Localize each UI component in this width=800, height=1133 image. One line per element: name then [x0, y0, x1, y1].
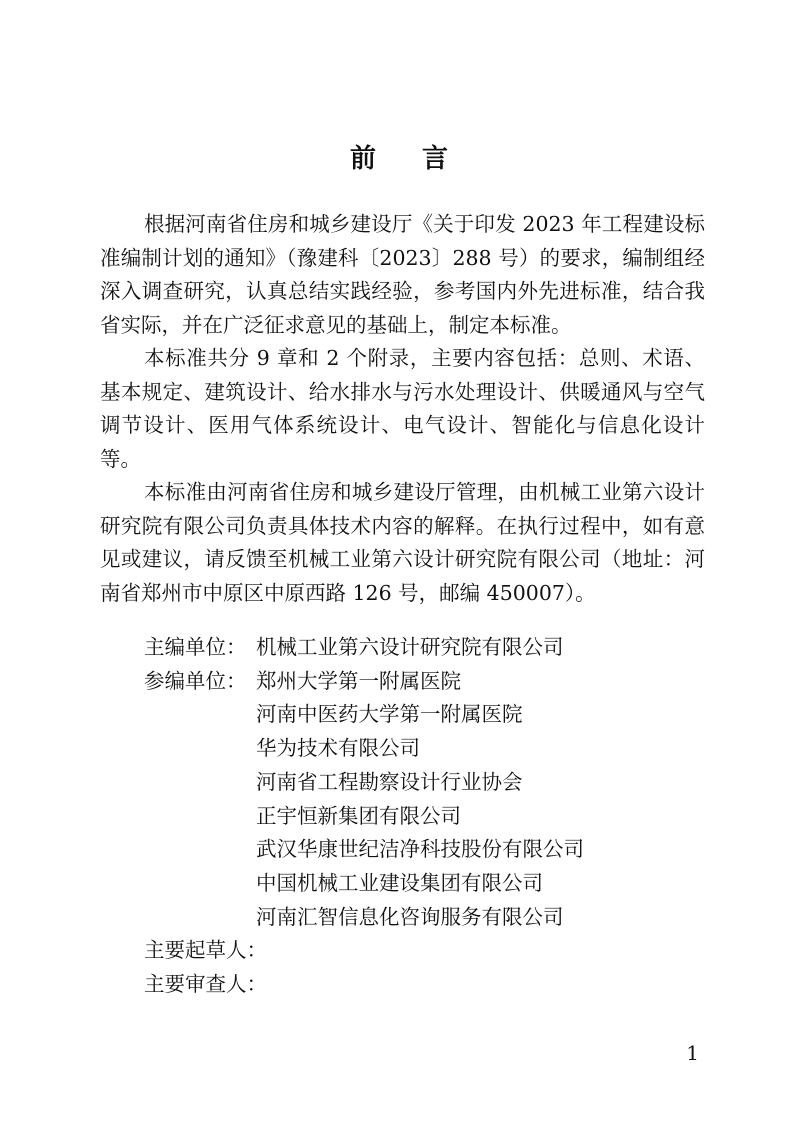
page-number: 1 — [686, 1041, 699, 1065]
participating-units-list — [256, 665, 584, 935]
chief-unit-name: 机械工业第六设计研究院有限公司 — [256, 635, 564, 659]
chief-unit-row — [144, 631, 704, 665]
participating-unit: 正宇恒新集团有限公司 — [256, 803, 461, 828]
participating-unit: 武汉华康世纪洁净科技股份有限公司 — [256, 837, 584, 862]
preface-body — [100, 208, 705, 610]
preface-paragraph-1: 根据河南省住房和城乡建设厅《关于印发 2023 年工程建设标准编制计划的通知》（豫建科〔2023〕288 号）的要求，编制组经深入调查研究，认真总结实践经验，参考国内外先进标准，结合我省实际，并在广泛征求意见的基础上，制定本标准。 — [100, 212, 705, 337]
participating-unit: 河南中医药大学第一附属医院 — [256, 702, 523, 727]
participating-units-label: 参编单位： — [144, 668, 247, 693]
participating-unit: 河南省工程勘察设计行业协会 — [256, 769, 523, 794]
participating-unit: 华为技术有限公司 — [256, 736, 420, 761]
reviewers-row — [144, 968, 704, 1002]
page-title-part2: 言 — [422, 144, 451, 174]
preface-paragraph-3: 本标准由河南省住房和城乡建设厅管理，由机械工业第六设计研究院有限公司负责具体技术内容的解释。在执行过程中，如有意见或建议，请反馈至机械工业第六设计研究院有限公司（地址：河南省郑州市中原区中原西路 126 号，邮编 450007）。 — [100, 480, 705, 605]
page-title-part1: 前 — [349, 144, 378, 174]
participating-unit: 河南汇智信息化咨询服务有限公司 — [256, 904, 564, 929]
drafters-label: 主要起草人： — [144, 938, 267, 963]
participating-unit: 郑州大学第一附属医院 — [256, 668, 461, 693]
preface-paragraph-2: 本标准共分 9 章和 2 个附录，主要内容包括：总则、术语、基本规定、建筑设计、给水排水与污水处理设计、供暖通风与空气调节设计、医用气体系统设计、电气设计、智能化与信息化设计等。 — [100, 346, 705, 471]
participating-unit: 中国机械工业建设集团有限公司 — [256, 870, 543, 895]
units-section — [144, 631, 704, 1002]
reviewers-label: 主要审查人： — [144, 972, 267, 997]
drafters-row — [144, 934, 704, 968]
chief-unit-label: 主编单位： — [144, 635, 247, 659]
page-title — [0, 138, 800, 175]
participating-units-row — [144, 665, 704, 935]
